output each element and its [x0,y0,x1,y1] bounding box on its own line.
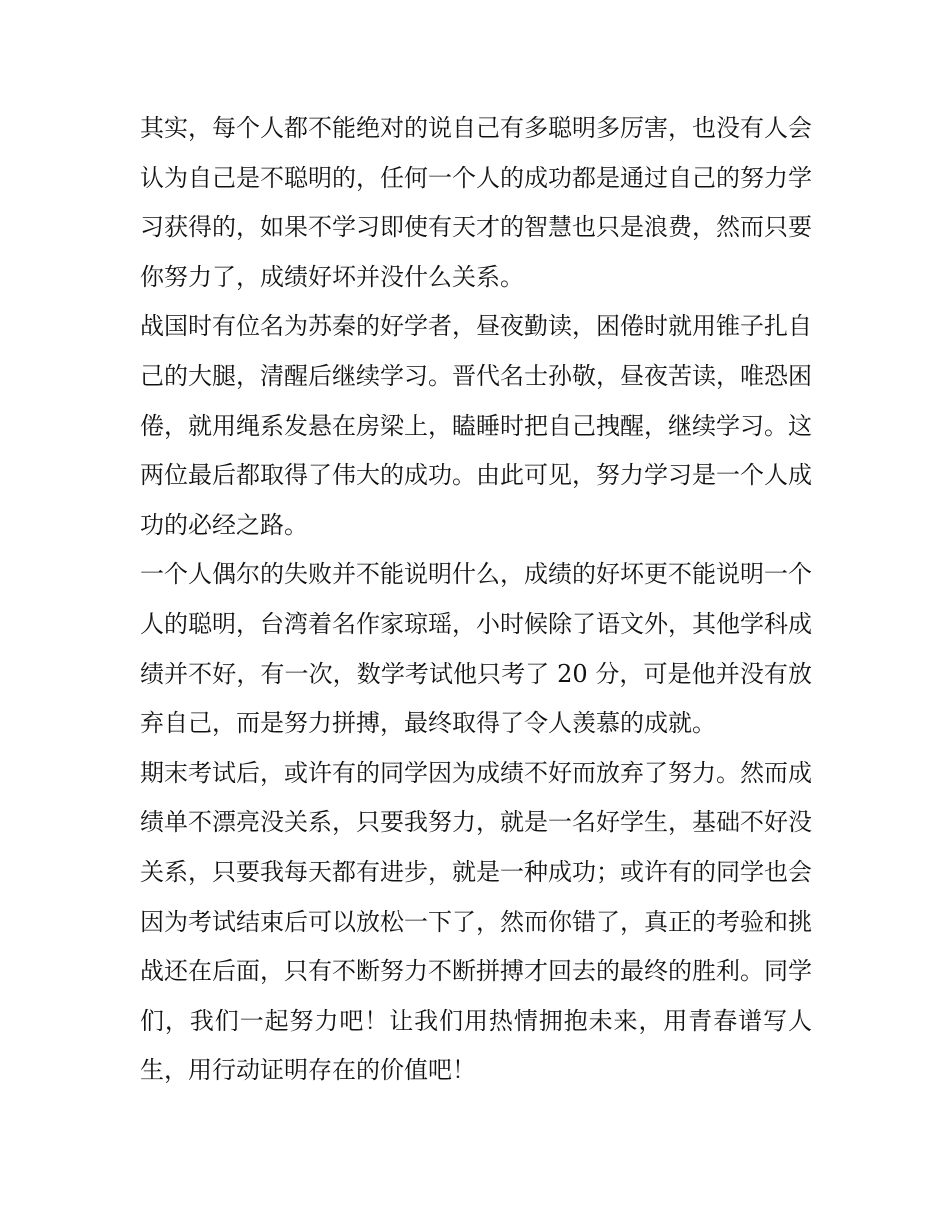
paragraph-3: 一个人偶尔的失败并不能说明什么，成绩的好坏更不能说明一个人的聪明，台湾着名作家琼瑶，小时候除了语文外，其他学科成绩并不好，有一次，数学考试他只考了 20 分，可是他并没有放弃自己，而是努力拼搏，最终取得了令人羡慕的成就。 [140,560,812,738]
paragraph-2: 战国时有位名为苏秦的好学者，昼夜勤读，困倦时就用锥子扎自己的大腿，清醒后继续学习。晋代名士孙敬，昼夜苦读，唯恐困倦，就用绳系发悬在房梁上，瞌睡时把自己拽醒，继续学习。这两位最后都取得了伟大的成功。由此可见，努力学习是一个人成功的必经之路。 [140,312,812,539]
document-body [140,104,812,1096]
paragraph-1: 其实，每个人都不能绝对的说自己有多聪明多厉害，也没有人会认为自己是不聪明的，任何一个人的成功都是通过自己的努力学习获得的，如果不学习即使有天才的智慧也只是浪费，然而只要你努力了，成绩好坏并没什么关系。 [140,114,812,291]
paragraph-4: 期末考试后，或许有的同学因为成绩不好而放弃了努力。然而成绩单不漂亮没关系，只要我努力，就是一名好学生，基础不好没关系，只要我每天都有进步，就是一种成功；或许有的同学也会因为考试结束后可以放松一下了，然而你错了，真正的考验和挑战还在后面，只有不断努力不断拼搏才回去的最终的胜利。同学们，我们一起努力吧！让我们用热情拥抱未来，用青春谱写人生，用行动证明存在的价值吧！ [140,758,812,1085]
